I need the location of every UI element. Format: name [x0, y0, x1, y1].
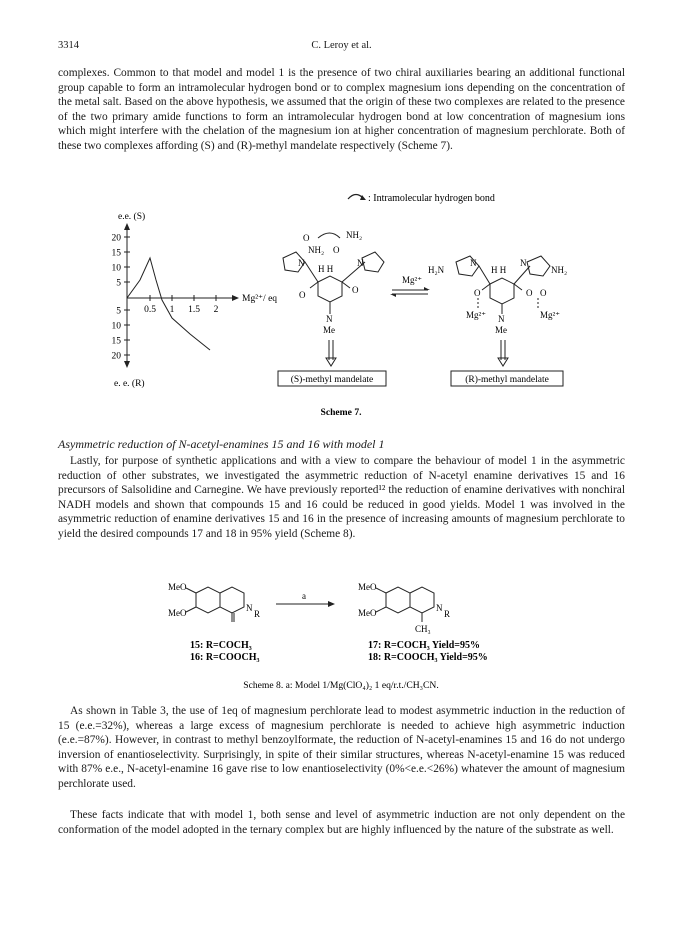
- y-axis-arrow-down: [124, 361, 130, 368]
- y-axis-top-label: e.e. (S): [118, 212, 146, 222]
- right-n-b: N: [520, 258, 527, 268]
- right-me: Me: [495, 325, 507, 335]
- section-title: Asymmetric reduction of N-acetyl-enamines 15 and 16 with model 1: [58, 437, 385, 451]
- y-tick-bottom-label: 20: [111, 351, 121, 362]
- right-mg-a: Mg²⁺: [466, 310, 486, 320]
- right-o-c: O: [540, 288, 547, 298]
- ch3-label: CH₃: [415, 624, 431, 634]
- left-o-c: O: [299, 290, 306, 300]
- r-left: R: [254, 609, 261, 619]
- y-tick-bottom-label: 10: [111, 321, 121, 332]
- right-o-b: O: [526, 288, 533, 298]
- paragraph-intro: complexes. Common to that model and model 1 is the presence of two chiral auxiliaries bearing an additional functional group capable to form an intramolecular hydrogen bond or to complex magnesium ions depending on the concentration of the metal salt. Based on the above hypothesis, we assumed that the origin of these two complexes are related to the presence of the two primary amide functions to form an intramolecular hydrogen bond at low concentration of magnesium ions which might interfere with the chelation of the magnesium ion at higher concentration of magnesium perchlorate. Both of these two complexes affording (S) and (R)-methyl mandelate respectively (Scheme 7).: [58, 67, 625, 152]
- y-axis-arrow-up: [124, 223, 130, 230]
- left-o-b: O: [333, 245, 340, 255]
- page-number: 3314: [58, 40, 79, 51]
- n-left: N: [246, 603, 253, 613]
- scheme-7-caption: Scheme 7.: [320, 407, 362, 418]
- right-n-a: N: [470, 258, 477, 268]
- x-tick-label: 1.5: [188, 305, 200, 315]
- product-s-mandelate: (S)-methyl mandelate: [290, 375, 374, 385]
- y-tick-bottom-label: 15: [111, 336, 121, 347]
- right-n-c: N: [498, 314, 505, 324]
- scheme-8-caption: Scheme 8. a: Model 1/Mg(ClO₄)₂ 1 eq/r.t./CH₃CN.: [243, 680, 439, 691]
- paragraph-enamines: Lastly, for purpose of synthetic applications and with a view to compare the behaviour of model 1 in the asymmetric reduction of other substrates, we investigated the asymmetric reduction of N-acetyl enamine derivatives 15 and 16 precursors of Salsolidine and Carnegine. We have previously reported¹² the reduction of enamine derivatives with nonchiral NADH models and shown that compounds 15 and 16 could be reduced in good yields. Model 1 was involved in the asymmetric reduction of enamine derivatives 15 and 16 in the presence of increasing amounts of magnesium perchlorate to yield the desired compounds 17 and 18 in 95% yield (Scheme 8).: [58, 455, 625, 540]
- compound-15: 15: R=COCH₃: [190, 640, 252, 651]
- meo-bottom-right: MeO: [358, 608, 377, 618]
- y-tick-top-label: 15: [111, 248, 121, 259]
- running-head: C. Leroy et al.: [311, 40, 372, 51]
- meo-top-right: MeO: [358, 582, 377, 592]
- left-n-b: N: [357, 258, 364, 268]
- paragraph-conclusion: These facts indicate that with model 1, both sense and level of asymmetric induction are not only dependent on the conformation of the model adopted in the ternary complex but are highly influenced by the nature of the substrate as well.: [58, 809, 625, 836]
- right-mg-b: Mg²⁺: [540, 310, 560, 320]
- legend-text: : Intramolecular hydrogen bond: [368, 193, 495, 204]
- reaction-arrow-label: a: [302, 591, 306, 601]
- x-tick-label: 2: [213, 305, 219, 315]
- y-axis-bottom-label: e. e. (R): [114, 379, 145, 389]
- y-tick-top-label: 5: [116, 278, 121, 289]
- r-right: R: [444, 609, 451, 619]
- y-tick-bottom-label: 5: [116, 306, 121, 317]
- left-o-a: O: [303, 233, 310, 243]
- right-nh2: NH₂: [551, 265, 568, 275]
- substrate-structure: [186, 587, 244, 622]
- product-structure: [376, 587, 434, 622]
- compound-18: 18: R=COOCH₃ Yield=95%: [368, 652, 488, 663]
- y-tick-top-label: 10: [111, 263, 121, 274]
- left-n-c: N: [326, 314, 333, 324]
- y-tick-top-label: 20: [111, 233, 121, 244]
- n-right: N: [436, 603, 443, 613]
- paragraph-table3: As shown in Table 3, the use of 1eq of magnesium perchlorate lead to modest asymmetric induction in the reduction of 15 (e.e.=32%), whereas a large excess of magnesium perchlorate is needed to achieve high asymmetric induction (e.e.=87%). However, in contrast to methyl benzoylformate, the reduction of N-acetyl-enamines 15 and 16 do not undergo inversion of enantioselectivity. Surprisingly, in spite of their similar structures, whereas N-acetyl-enamine 15 was reduced with 87% e.e., N-acetyl-enamine 16 gave rise to low enantioselectivity (0%<e.e.<26%) whatever the amount of magnesium perchlorate used.: [58, 705, 625, 790]
- left-me: Me: [323, 325, 335, 335]
- equilibrium-label: Mg²⁺: [402, 275, 422, 285]
- x-axis-arrow: [232, 295, 239, 301]
- right-o-a: O: [474, 288, 481, 298]
- left-n-a: N: [298, 258, 305, 268]
- left-o-d: O: [352, 285, 359, 295]
- right-h2n: H₂N: [428, 265, 445, 275]
- x-axis-label: Mg²⁺/ eq: [242, 294, 278, 304]
- compound-17: 17: R=COCH₃ Yield=95%: [368, 640, 480, 651]
- left-nh2-top: NH₂: [346, 230, 363, 240]
- left-hh: H H: [318, 264, 334, 274]
- x-tick-label: 0.5: [144, 305, 156, 315]
- meo-bottom-left: MeO: [168, 608, 187, 618]
- meo-top-left: MeO: [168, 582, 187, 592]
- compound-16: 16: R=COOCH₃: [190, 652, 260, 663]
- left-nh2-left: NH₂: [308, 245, 325, 255]
- product-r-mandelate: (R)-methyl mandelate: [465, 375, 549, 385]
- ee-curve: [127, 258, 210, 350]
- x-tick-label: 1: [169, 305, 175, 315]
- right-hh: H H: [491, 265, 507, 275]
